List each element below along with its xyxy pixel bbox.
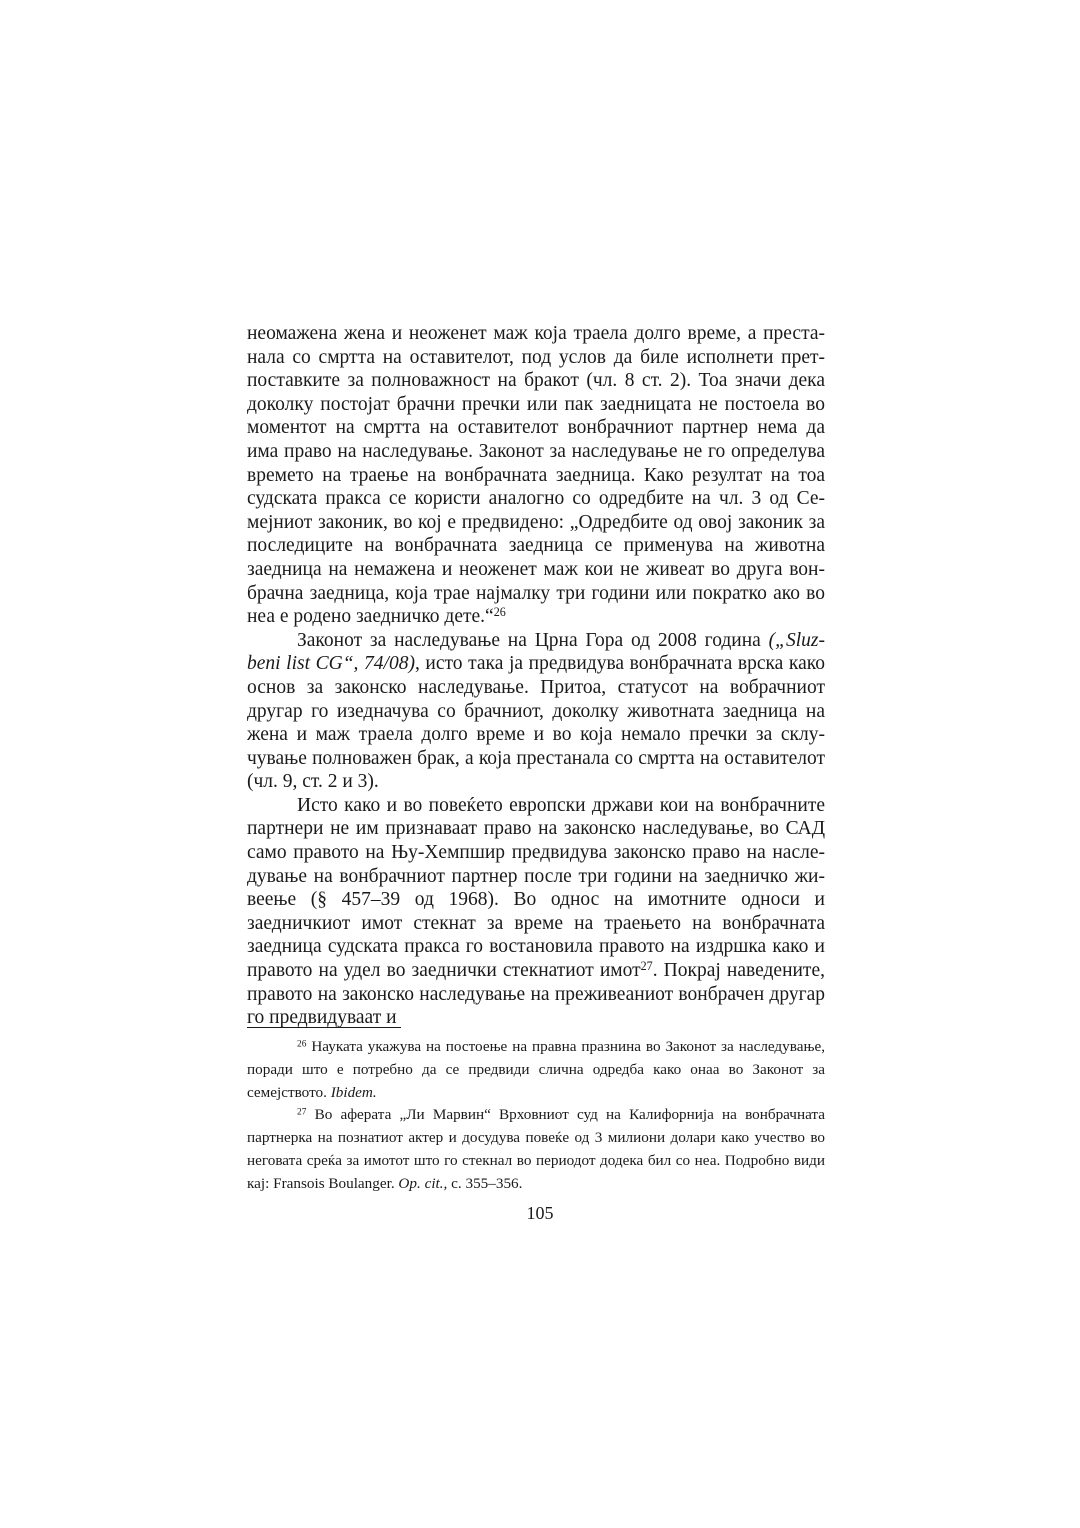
footnote-number: 26 [297, 1039, 307, 1050]
footnote-ref-27: 27 [640, 959, 653, 973]
footnote-ref-26: 26 [493, 605, 506, 620]
page-number: 105 [526, 1203, 554, 1223]
footnote-text: Науката укажува на постоење на правна празнина во Законот за наследување, поради што е потребно да се предвиди слична одредба како онаа во Законот за семејството. [247, 1038, 825, 1101]
footnote-26 [247, 1036, 825, 1104]
footnote-number: 27 [297, 1107, 307, 1118]
paragraph-2-text-a: Законот за наследување на Црна Гора од 2008 година [297, 629, 769, 651]
paragraph-1 [247, 322, 825, 629]
footnote-italic: Ibidem. [330, 1083, 377, 1101]
main-text [247, 322, 825, 1030]
paragraph-2-citation: („Sluzbeni list CG“, 74/08) [247, 629, 825, 675]
footnote-27 [247, 1104, 825, 1195]
footnote-separator [247, 1027, 401, 1028]
paragraph-3-text-b: . Покрај наведените, правото на законско наследување на преживеаниот вонбрачен другар го предвидуваат и [247, 960, 825, 1029]
paragraph-2 [247, 629, 825, 794]
footnote-italic: Op. cit., [398, 1174, 448, 1192]
paragraph-3-text-a: Исто како и во повеќето европски држави кои на вонбрачните партнери не им признаваат право на законско наследување, во САД само правото на Њу-Хемпшир предвидува законско право на наследување на вонбрачниот партнер после три години на заедничко живеење (§ 457–39 од 1968). Во однос на имотните односи и заедничкиот имот стекнат за време на траењето на вонбрачната заедница судската пракса го востановила правото на издршка како и правото на удел во заеднички стекнатиот имот [247, 794, 825, 982]
footnote-text-end: с. 355–356. [447, 1174, 523, 1192]
paragraph-3 [247, 794, 825, 1030]
paragraph-2-text-b: , исто така ја предвидува вонбрачната врска како основ за законско наследување. Притоа, статусот на вобрачниот другар го изедначува со брачниот, доколку животната заедница на жена и маж траела долго време и во која немало пречки за склучување полноважен брак, а која престанала со смртта на оставителот (чл. 9, ст. 2 и 3). [247, 653, 825, 793]
footnote-text: Во аферата „Ли Марвин“ Врховниот суд на Калифорнија на вонбрачната партнерка на познатиот актер и досудува повеќе од 3 милиони долари како учество во неговата среќа за имотот што го стекнал во периодот додека бил со неа. Подробно види кај: Fransois Boulanger. [247, 1106, 825, 1192]
paragraph-1-text: неомажена жена и неоженет маж која траела долго време, а престанала со смртта на оставителот, под услов да биле исполнети претпоставките за полноважност на бракот (чл. 8 ст. 2). Тоа значи дека доколку постојат брачни пречки или пак заедницата не постоела во моментот на смртта на оставителот вонбрачниот партнер нема да има право на наследување. Законот за наследување не го определува времето на траење на вонбрачната заедница. Како резултат на тоа судската пракса се користи аналогно со одредбите на чл. 3 од Семејниот законик, во кој е предвидено: „Одредбите од овој законик за последиците на вонбрачната заедница се применува на животна заедница на немажена и неоженет маж кои не живеат во друга вонбрачна заедница, која трае најмалку три години или пократко ако во неа е родено заедничко дете.“ [247, 323, 825, 628]
footnotes [247, 1036, 825, 1196]
